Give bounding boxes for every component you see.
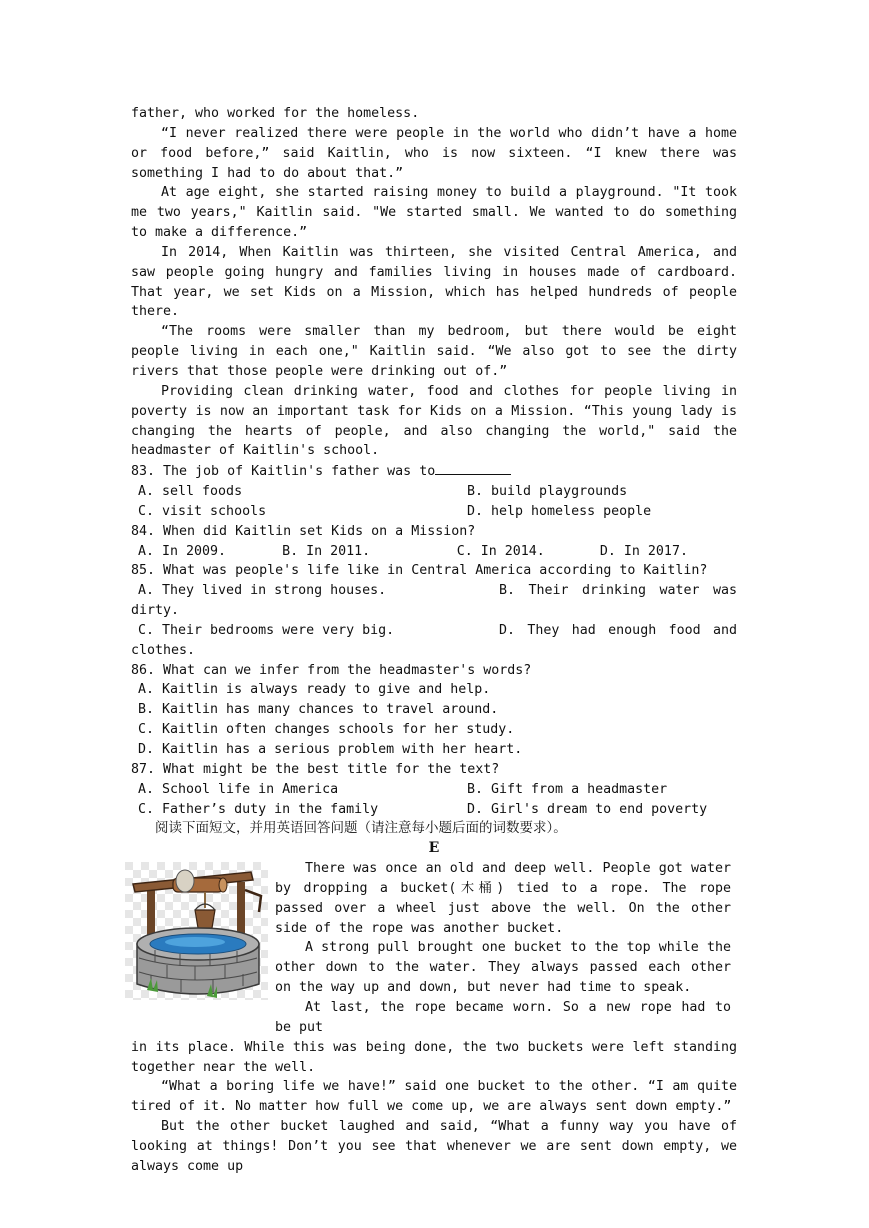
option-b: B. Gift from a headmaster: [467, 781, 668, 797]
option-b: B. build playgrounds: [467, 484, 628, 500]
passage-d-line: father, who worked for the homeless.: [131, 106, 420, 121]
option-d: D. In 2017.: [599, 543, 688, 559]
document-page: [131, 104, 737, 1177]
option-d: D. Kaitlin has a serious problem with her heart.: [138, 742, 523, 757]
section-e-wrap: [131, 859, 737, 1038]
option-b: B. Their drinking water was dirty.: [131, 583, 737, 619]
option-d: D. Girl's dream to end poverty: [467, 801, 708, 817]
option-a: A. They lived in strong houses.: [138, 583, 387, 599]
section-instruction: 阅读下面短文，并用英语回答问题（请注意每小题后面的词数要求）。: [155, 820, 567, 837]
options-row: [131, 800, 737, 820]
option-c: C. Kaitlin often changes schools for her study.: [138, 722, 515, 738]
options-row: [131, 482, 737, 502]
section-e-paragraph: There was once an old and deep well. People got water by dropping a bucket(木桶) tied to a rope. The rope passed over a wheel just above the well. On the other side of the rope was another bucket.: [275, 861, 731, 936]
option-a: A. sell foods: [138, 484, 243, 500]
section-e-paragraph: in its place. While this was being done, the two buckets were left standing together near the well.: [131, 1039, 737, 1075]
section-e-paragraph: A strong pull brought one bucket to the top while the other down to the water. They always passed each other on the way up and down, but never had time to speak.: [275, 940, 731, 996]
section-e-wrapped-text: [275, 859, 731, 1038]
option-b: B. In 2011.: [282, 543, 371, 559]
section-e-paragraph: But the other bucket laughed and said, “What a funny way you have of looking at things! Don’t you see that whenever we are sent down empty, we always come up: [131, 1119, 737, 1174]
question-84: 84. When did Kaitlin set Kids on a Mission?: [131, 523, 476, 539]
well-illustration: [125, 862, 275, 1002]
section-e-paragraph: “What a boring life we have!” said one bucket to the other. “I am quite tired of it. No matter how full we come up, we are always sent down empty.”: [131, 1079, 737, 1115]
question-85: 85. What was people's life like in Central America according to Kaitlin?: [131, 563, 708, 579]
passage-d-paragraph: “The rooms were smaller than my bedroom, but there would be eight people living in each one," Kaitlin said. “We also got to see the dirty rivers that those people were drinking out of.”: [131, 324, 737, 379]
options-row: [131, 621, 737, 661]
options-row: [131, 542, 737, 562]
question-83: [131, 461, 737, 482]
section-e-paragraph: At last, the rope became worn. So a new rope had to be put: [275, 999, 731, 1035]
options-row: [131, 581, 737, 621]
passage-d-paragraph: Providing clean drinking water, food and clothes for people living in poverty is now an important task for Kids on a Mission. “This young lady is changing the hearts of people, and also changing the world," said the headmaster of Kaitlin's school.: [131, 383, 737, 459]
option-b: B. Kaitlin has many chances to travel around.: [138, 702, 499, 718]
option-c: C. visit schools: [138, 503, 267, 519]
option-d: D. help homeless people: [467, 503, 652, 519]
passage-d-paragraph: “I never realized there were people in the world who didn’t have a home or food before,” said Kaitlin, who is now sixteen. “I knew there was something I had to do about that.”: [131, 125, 737, 181]
section-e-label: E: [428, 840, 440, 857]
question-stem: 83. The job of Kaitlin's father was to: [131, 464, 436, 480]
option-d: D. They had enough food and clothes.: [131, 622, 737, 658]
passage-d-paragraph: At age eight, she started raising money to build a playground. "It took me two years," Kaitlin said. "We started small. We wanted to do something to make a difference.”: [131, 185, 737, 241]
option-c: C. In 2014.: [456, 543, 545, 559]
passage-d-paragraph: In 2014, When Kaitlin was thirteen, she visited Central America, and saw people going hungry and families living in houses made of cardboard. That year, we set Kids on a Mission, which has helped hundreds of people there.: [131, 244, 737, 320]
option-c: C. Their bedrooms were very big.: [138, 622, 395, 638]
options-row: [131, 502, 737, 522]
question-86: 86. What can we infer from the headmaster's words?: [131, 662, 532, 678]
answer-blank: [435, 461, 511, 475]
option-a: A. School life in America: [138, 781, 339, 797]
question-87: 87. What might be the best title for the text?: [131, 761, 500, 777]
options-row: [131, 780, 737, 800]
option-c: C. Father’s duty in the family: [138, 801, 379, 817]
option-a: A. Kaitlin is always ready to give and help.: [138, 682, 491, 698]
option-a: A. In 2009.: [138, 543, 227, 559]
